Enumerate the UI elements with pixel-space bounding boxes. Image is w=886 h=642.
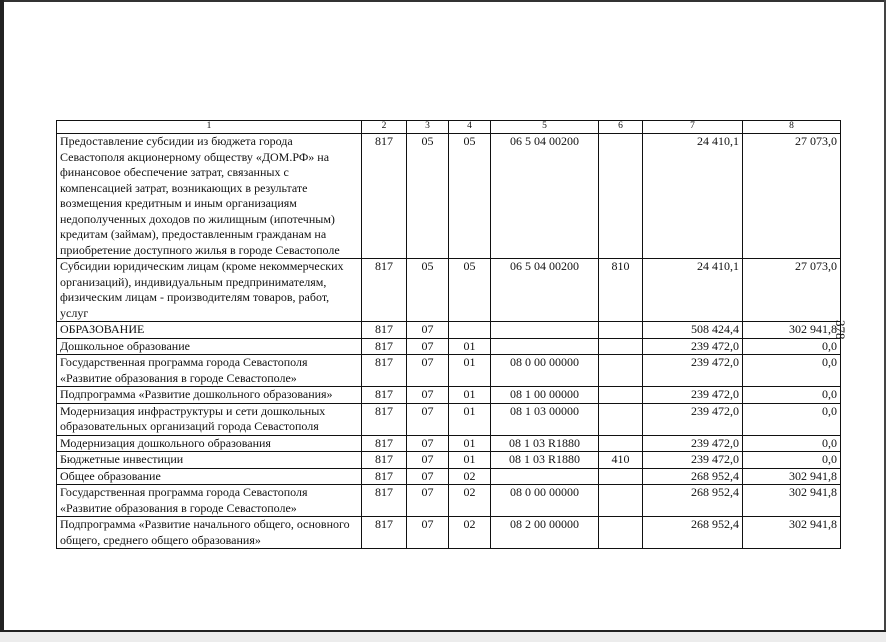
row-value-cell [599, 468, 643, 485]
row-value-cell [599, 322, 643, 339]
row-value-cell: 302 941,8 [743, 322, 841, 339]
row-value-cell: 24 410,1 [643, 134, 743, 259]
row-value-cell: 268 952,4 [643, 517, 743, 549]
row-value-cell: 08 0 00 00000 [491, 485, 599, 517]
row-value-cell: 0,0 [743, 387, 841, 404]
column-header: 4 [449, 121, 491, 134]
row-value-cell: 817 [362, 338, 407, 355]
row-value-cell: 05 [407, 134, 449, 259]
row-value-cell: 268 952,4 [643, 485, 743, 517]
row-name-cell: Модернизация дошкольного образования [57, 435, 362, 452]
row-value-cell: 07 [407, 338, 449, 355]
row-value-cell: 817 [362, 452, 407, 469]
row-name-cell: Бюджетные инвестиции [57, 452, 362, 469]
row-value-cell: 08 1 03 00000 [491, 403, 599, 435]
row-name-cell: ОБРАЗОВАНИЕ [57, 322, 362, 339]
row-value-cell: 268 952,4 [643, 468, 743, 485]
table-row [57, 338, 841, 355]
row-value-cell: 0,0 [743, 338, 841, 355]
row-name-cell: Подпрограмма «Развитие дошкольного образования» [57, 387, 362, 404]
row-name-cell: Предоставление субсидии из бюджета города Севастополя акционерному обществу «ДОМ.РФ» на финансовое обеспечение затрат, связанных с компенсацией затрат, возникающих в результате возмещения кредитным и иным организациям недополученных доходов по жилищным (ипотечным) кредитам (займам), предоставленным гражданам на приобретение доступного жилья в городе Севастополе [57, 134, 362, 259]
row-value-cell: 302 941,8 [743, 468, 841, 485]
row-name-cell: Государственная программа города Севастополя «Развитие образования в городе Севастополе» [57, 485, 362, 517]
row-value-cell: 239 472,0 [643, 403, 743, 435]
row-value-cell: 239 472,0 [643, 452, 743, 469]
row-value-cell: 0,0 [743, 355, 841, 387]
row-value-cell: 01 [449, 338, 491, 355]
row-value-cell: 0,0 [743, 452, 841, 469]
row-name-cell: Подпрограмма «Развитие начального общего, основного общего, среднего общего образования» [57, 517, 362, 549]
row-value-cell [491, 338, 599, 355]
row-value-cell: 27 073,0 [743, 134, 841, 259]
row-value-cell: 08 1 03 R1880 [491, 452, 599, 469]
row-value-cell [599, 485, 643, 517]
row-value-cell [449, 322, 491, 339]
table-row [57, 387, 841, 404]
row-name-cell: Общее образование [57, 468, 362, 485]
row-value-cell: 07 [407, 435, 449, 452]
row-value-cell: 01 [449, 355, 491, 387]
row-name-cell: Модернизация инфраструктуры и сети дошкольных образовательных организаций города Севастополя [57, 403, 362, 435]
row-value-cell: 302 941,8 [743, 485, 841, 517]
row-name-cell: Дошкольное образование [57, 338, 362, 355]
row-value-cell: 817 [362, 517, 407, 549]
row-value-cell: 01 [449, 435, 491, 452]
row-value-cell [599, 435, 643, 452]
row-value-cell: 239 472,0 [643, 387, 743, 404]
row-value-cell: 810 [599, 259, 643, 322]
row-value-cell: 239 472,0 [643, 435, 743, 452]
row-value-cell: 27 073,0 [743, 259, 841, 322]
table-row [57, 322, 841, 339]
row-value-cell: 07 [407, 468, 449, 485]
row-value-cell: 817 [362, 387, 407, 404]
row-value-cell: 02 [449, 485, 491, 517]
row-value-cell: 817 [362, 134, 407, 259]
scan-edge-top [0, 0, 886, 2]
row-value-cell [599, 355, 643, 387]
row-value-cell: 817 [362, 355, 407, 387]
scan-edge-bottom [0, 630, 886, 642]
row-value-cell: 817 [362, 468, 407, 485]
row-value-cell [599, 338, 643, 355]
row-value-cell: 07 [407, 322, 449, 339]
row-value-cell: 05 [407, 259, 449, 322]
row-name-cell: Государственная программа города Севастополя «Развитие образования в городе Севастополе» [57, 355, 362, 387]
table-row [57, 259, 841, 322]
table-header-row [57, 121, 841, 134]
row-value-cell: 410 [599, 452, 643, 469]
table-row [57, 355, 841, 387]
row-value-cell: 08 2 00 00000 [491, 517, 599, 549]
row-value-cell [599, 134, 643, 259]
row-value-cell: 08 0 00 00000 [491, 355, 599, 387]
scan-edge-left [0, 0, 4, 640]
row-value-cell: 07 [407, 355, 449, 387]
row-value-cell: 01 [449, 387, 491, 404]
row-value-cell: 07 [407, 387, 449, 404]
column-header: 5 [491, 121, 599, 134]
row-value-cell: 817 [362, 403, 407, 435]
table-row [57, 485, 841, 517]
table-row [57, 452, 841, 469]
row-value-cell [491, 322, 599, 339]
column-header: 2 [362, 121, 407, 134]
column-header: 1 [57, 121, 362, 134]
row-value-cell: 05 [449, 134, 491, 259]
budget-table [56, 120, 841, 549]
column-header: 7 [643, 121, 743, 134]
row-value-cell [599, 387, 643, 404]
column-header: 6 [599, 121, 643, 134]
row-value-cell: 06 5 04 00200 [491, 259, 599, 322]
row-value-cell: 02 [449, 517, 491, 549]
row-value-cell: 239 472,0 [643, 355, 743, 387]
table-body [57, 134, 841, 549]
row-value-cell: 817 [362, 322, 407, 339]
column-header: 3 [407, 121, 449, 134]
row-value-cell: 08 1 03 R1880 [491, 435, 599, 452]
row-value-cell: 02 [449, 468, 491, 485]
column-header: 8 [743, 121, 841, 134]
row-value-cell: 05 [449, 259, 491, 322]
row-value-cell: 0,0 [743, 435, 841, 452]
row-value-cell: 239 472,0 [643, 338, 743, 355]
row-value-cell [491, 468, 599, 485]
row-value-cell: 07 [407, 452, 449, 469]
row-value-cell [599, 517, 643, 549]
row-value-cell: 817 [362, 259, 407, 322]
row-value-cell: 0,0 [743, 403, 841, 435]
row-value-cell: 508 424,4 [643, 322, 743, 339]
row-value-cell: 07 [407, 403, 449, 435]
row-value-cell: 08 1 00 00000 [491, 387, 599, 404]
row-value-cell: 01 [449, 452, 491, 469]
row-value-cell: 817 [362, 435, 407, 452]
row-value-cell: 07 [407, 485, 449, 517]
row-value-cell: 302 941,8 [743, 517, 841, 549]
row-value-cell: 01 [449, 403, 491, 435]
row-value-cell: 817 [362, 485, 407, 517]
row-value-cell: 07 [407, 517, 449, 549]
table-row [57, 134, 841, 259]
row-value-cell [599, 403, 643, 435]
row-value-cell: 06 5 04 00200 [491, 134, 599, 259]
page-number: 378 [833, 320, 848, 340]
table-row [57, 468, 841, 485]
row-value-cell: 24 410,1 [643, 259, 743, 322]
row-name-cell: Субсидии юридическим лицам (кроме некоммерческих организаций), индивидуальным предпринимателям, физическим лицам - производителям товаров, работ, услуг [57, 259, 362, 322]
table-row [57, 517, 841, 549]
table-row [57, 435, 841, 452]
table-row [57, 403, 841, 435]
